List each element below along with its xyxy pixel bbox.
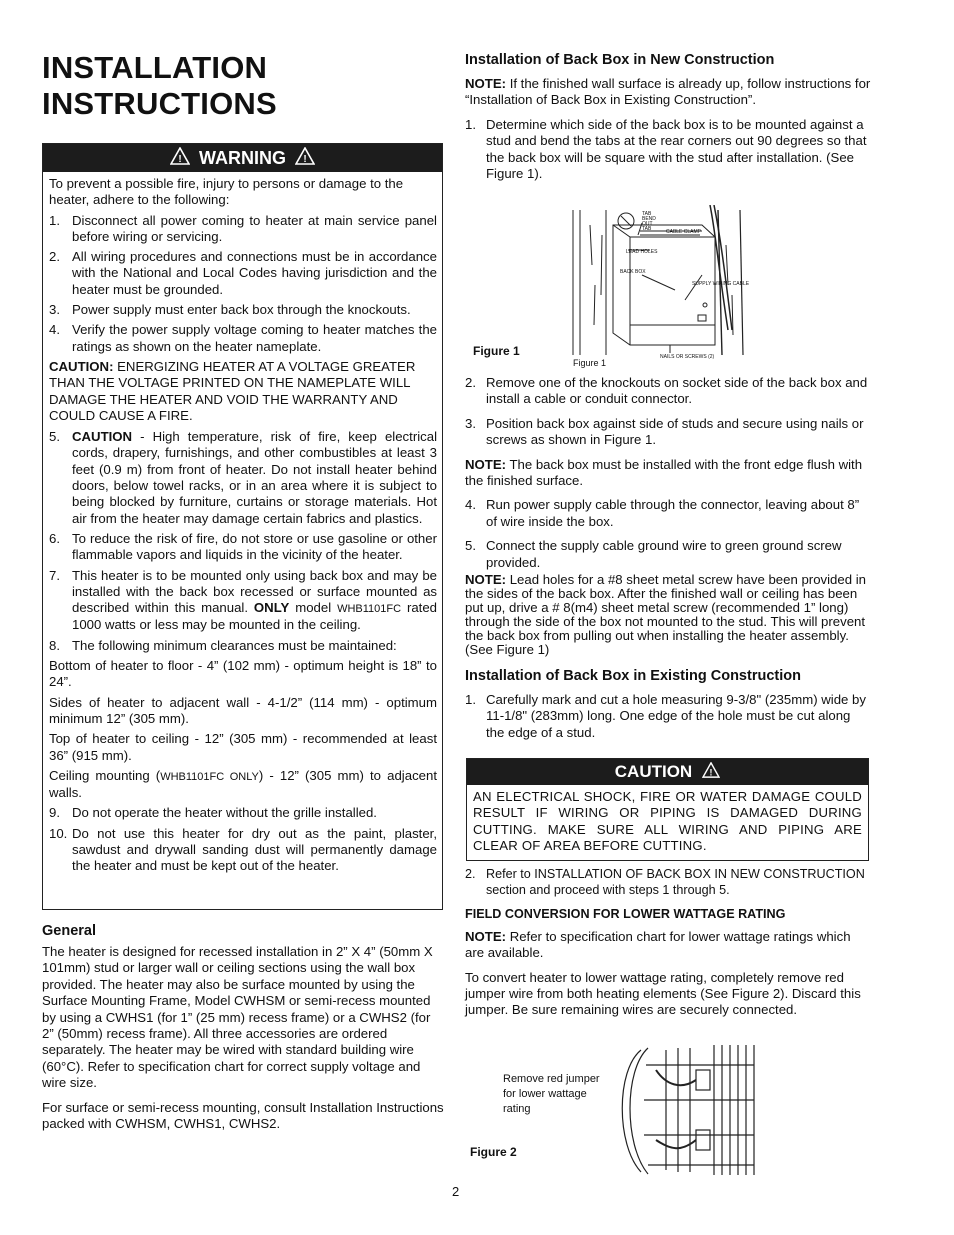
clearance-ceiling-mount: Ceiling mounting (WHB1101FC ONLY) - 12” (305 mm) to adjacent walls.: [49, 767, 437, 801]
callout-back-box: BACK BOX: [620, 269, 646, 275]
clearance-floor: Bottom of heater to floor - 4” (102 mm) - optimum height is 18” to 24”.: [49, 658, 437, 690]
new-construction-note: NOTE: If the finished wall surface is already up, follow instructions for “Installation of Back Box in Existing Construction”.: [465, 76, 871, 108]
warning-item: 9. Do not operate the heater without the grille installed.: [49, 805, 377, 821]
warning-box: [42, 143, 443, 910]
figure-2: [466, 1040, 766, 1180]
warning-item: 1. Disconnect all power coming to heater at main service panel before wiring or servicing.: [49, 212, 437, 244]
warning-item: 2. All wiring procedures and connections must be in accordance with the National and Local Codes having jurisdiction and the heater must be grounded.: [49, 249, 437, 297]
new-construction-note-2: NOTE: The back box must be installed with the front edge flush with the finished surface.: [465, 456, 863, 489]
figure-2-callout: Remove red jumper for lower wattage rating: [503, 1073, 600, 1115]
callout-out: OUT: [642, 221, 653, 227]
step-item: 5. Connect the supply cable ground wire to green ground screw provided.: [465, 538, 842, 570]
figure-1-inner-label: Figure 1: [573, 358, 607, 368]
title-line-2: INSTRUCTIONS: [42, 86, 277, 121]
page-number: 2: [452, 1184, 460, 1199]
warning-heading: WARNING: [199, 147, 286, 168]
clearance-sides: Sides of heater to adjacent wall - 4-1/2” (114 mm) - optimum minimum 12” (305 mm).: [49, 694, 437, 726]
step-item: 4. Run power supply cable through the connector, leaving about 8” of wire inside the box.: [465, 497, 860, 529]
general-paragraph-2: For surface or semi-recess mounting, consult Installation Instructions packed with CWHSM, CWHS1, CWHS2.: [42, 1099, 444, 1132]
caution-header: [467, 759, 868, 785]
clearance-ceiling: Top of heater to ceiling - 12” (305 mm) - recommended at least 36” (915 mm).: [49, 731, 437, 763]
step-item: 2. Remove one of the knockouts on socket side of the back box and install a cable or conduit connector.: [465, 375, 868, 407]
figure-2-label: Figure 2: [470, 1145, 517, 1159]
caution-box: [466, 758, 869, 861]
callout-tab: TAB: [642, 211, 652, 217]
new-construction-section: [465, 52, 871, 182]
figure-1-label: Figure 1: [473, 344, 520, 358]
svg-text:!: !: [709, 766, 713, 777]
warning-triangle-icon: [170, 147, 190, 170]
callout-tab-2: TAB: [642, 226, 652, 232]
callout-nails: NAILS OR SCREWS (2): [660, 354, 715, 360]
general-heading: General: [42, 923, 96, 939]
new-construction-heading: Installation of Back Box in New Construction: [465, 52, 775, 68]
step-item: 2. Refer to INSTALLATION OF BACK BOX IN NEW CONSTRUCTION section and proceed with steps 1 through 5.: [465, 867, 865, 898]
caution-heading: CAUTION: [614, 762, 693, 781]
existing-construction-section: [465, 668, 871, 741]
caution-text: AN ELECTRICAL SHOCK, FIRE OR WATER DAMAGE COULD RESULT IF WIRING OR PIPING IS DAMAGED DURING CUTTING. MAKE SURE ALL WIRING AND PIPING ARE CLEAR OF AREA BEFORE CUTTING.: [473, 789, 862, 854]
field-conversion-heading: FIELD CONVERSION FOR LOWER WATTAGE RATING: [465, 906, 786, 921]
general-section: [42, 923, 444, 1132]
new-construction-steps: [465, 375, 871, 657]
warning-item: 10. Do not use this heater for dry out as the paint, plaster, sawdust and drywall sanding dust will permanently damage the heater and must be kept out of the heater.: [49, 825, 437, 874]
callout-lead-holes: LEAD HOLES: [626, 249, 658, 255]
warning-intro: To prevent a possible fire, injury to persons or damage to the heater, adhere to the following:: [49, 176, 404, 208]
step-item: 3. Position back box against side of studs and secure using nails or screws as shown in Figure 1.: [465, 415, 864, 448]
callout-cable-clamp: CABLE CLAMP: [666, 229, 702, 235]
warning-item: 3. Power supply must enter back box through the knockouts.: [49, 302, 411, 318]
callout-supply-cable: SUPPLY WIRING CABLE: [692, 281, 750, 287]
field-conversion-note: NOTE: Refer to specification chart for lower wattage ratings which are available.: [465, 928, 851, 961]
field-conversion-section: [465, 866, 871, 1019]
figure-1: [470, 205, 790, 371]
warning-caution-paragraph: CAUTION: ENERGIZING HEATER AT A VOLTAGE GREATER THAN THE VOLTAGE PRINTED ON THE NAMEPLATE WILL DAMAGE THE HEATER AND VOID THE WARRANTY AND COULD CAUSE A FIRE.: [49, 358, 416, 423]
warning-item: 8. The following minimum clearances must be maintained:: [49, 637, 397, 653]
warning-header: [43, 144, 442, 172]
field-conversion-paragraph: To convert heater to lower wattage rating, completely remove red jumper wire from both heating elements (See Figure 2). Discard this jumper. Be sure remaining wires are securely connected.: [465, 969, 861, 1018]
warning-item: 7. This heater is to be mounted only using back box and may be installed with the back box recessed or surface mounted as described within this manual. ONLY model WHB1101FC rated 1000 watts or less may be mounted in the ceiling.: [49, 567, 437, 633]
step-item: 1. Carefully mark and cut a hole measuring 9-3/8" (235mm) wide by 11-1/8" (283mm) long. One edge of the hole must be cut along the edge of a stud.: [465, 692, 866, 740]
warning-item: 6. To reduce the risk of fire, do not store or use gasoline or other flammable vapors and liquids in the vicinity of the heater.: [49, 530, 437, 563]
svg-text:!: !: [178, 153, 182, 165]
existing-construction-heading: Installation of Back Box in Existing Construction: [465, 668, 801, 684]
warning-list: [49, 213, 437, 355]
warning-item: 4. Verify the power supply voltage coming to heater matches the ratings as shown on the heater nameplate.: [49, 322, 437, 354]
warning-triangle-icon: [295, 147, 315, 170]
general-paragraph-1: The heater is designed for recessed installation in 2” X 4” (50mm X 101mm) stud or larger wall or ceiling sections using the wall box provided. The heater may also be surface mounted by using the Surface Mounting Frame, Model CWHSM or semi-recess mounted by using a CWHS1 (for 1” (25 mm) recess frame) or a CWHS2 (for 2” (50mm) recess frame). All three accessories are ordered separately. The heater may be wired with standard building wire (60°C). Refer to specification chart for correct supply voltage and wire size.: [42, 944, 433, 1091]
caution-triangle-icon: [702, 762, 720, 783]
page-title: [42, 50, 442, 122]
new-construction-note-3: NOTE: Lead holes for a #8 sheet metal screw have been provided in the sides of the back box. After the finished wall or ceiling has been put up, drive a # 8(m4) sheet metal screw (recommended 1” long) through the side of the box not mounted to the stud. This will prevent the back box from pulling out when installing the heater assembly. (See Figure 1): [465, 572, 866, 658]
svg-text:!: !: [303, 153, 307, 165]
callout-bend: BEND: [642, 216, 656, 222]
warning-item: 5. CAUTION - High temperature, risk of fire, keep electrical cords, drapery, furnishings, and other combustibles at least 3 feet (0.9 m) from front of heater. Do not install heater behind doors, below towel racks, or in an area where it is subject to being blocked by furniture, curtains or storage materials. Hot air from the heater may damage certain fabrics and plastics.: [49, 429, 437, 526]
title-line-1: INSTALLATION: [42, 50, 268, 85]
step-item: 1. Determine which side of the back box is to be mounted against a stud and bend the tabs at the rear corners out 90 degrees so that the back box will be square with the stud after installation. (See Figure 1).: [465, 116, 867, 182]
